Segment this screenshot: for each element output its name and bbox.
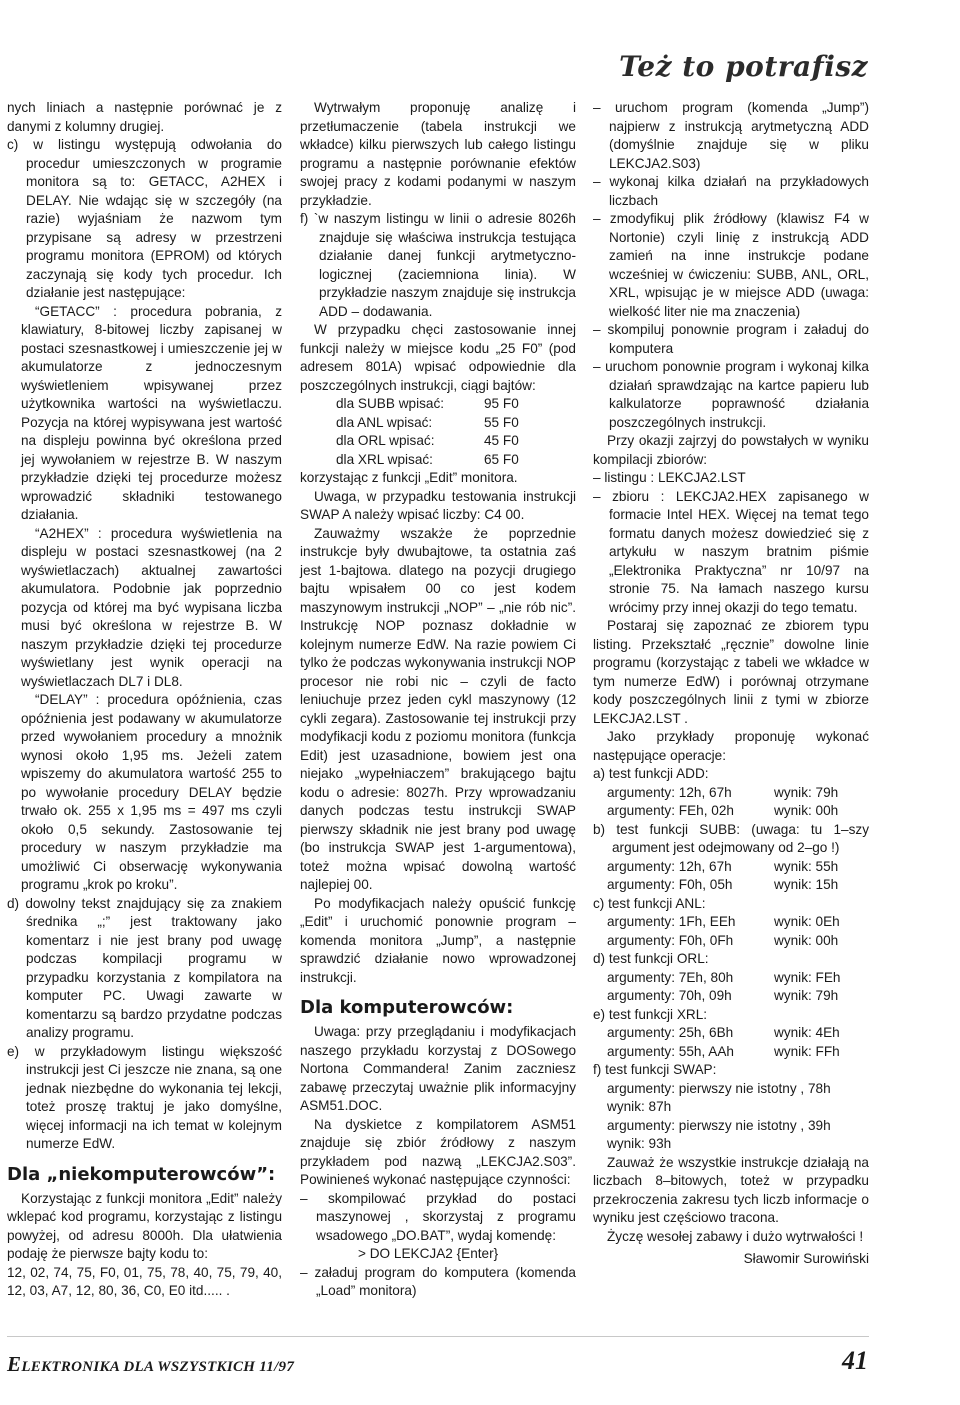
paragraph: Uwaga: przy przeglądaniu i modyfikacjach naszego przykładu korzystaj z DOSowego Nortona Commandera! Zanim zaczniesz zabawę przeczytaj uważnie plik informacyjny ASM51.DOC. <box>300 1024 576 1113</box>
paragraph: Przy okazji zajrzyj do powstałych w wyniku kompilacji zbiorów: <box>593 433 869 467</box>
code-label: dla SUBB wpisać: <box>336 396 445 411</box>
paragraph: nych liniach a następnie porównać je z danymi z kolumny drugiej. <box>7 100 282 134</box>
paragraph: “A2HEX” : procedura wyświetlenia na displeju w postaci szesnastkowej (na 2 wyświetlaczach) aktualnej zawartości akumulatora. Podobnie jak poprzednio pozycja od której ma być wypisana liczba musi być określona w rejestrze B. W naszym przykładzie dzięki tej procedurze wyświetlany jest wynik operacji na wyświetlaczach DL7 i DL8. <box>21 525 282 689</box>
paragraph: Po modyfikacjach należy opuścić funkcję „Edit” i uruchomić ponownie program – komenda monitora „Jump”, a następnie sprawdzić działanie nowo wprowadzonej instrukcji. <box>300 895 576 985</box>
code-value: 65 F0 <box>484 451 519 467</box>
test-result: wynik: 00h <box>774 803 839 818</box>
list-item: – załaduj program do komputera (komenda „Load” monitora) <box>300 1264 576 1298</box>
code-label: dla ORL wpisać: <box>336 433 435 448</box>
test-line: wynik: 87h <box>607 1099 672 1114</box>
test-row <box>593 1024 869 1043</box>
test-line: argumenty: pierwszy nie istotny , 39h <box>607 1117 831 1133</box>
code-value: 55 F0 <box>484 414 519 430</box>
text-column-2 <box>300 99 576 1301</box>
list-item: c) w listingu występują odwołania do procedur umieszczonych w programie monitora są to: GETACC, A2HEX i DELAY. Nie wdając się w szczegóły (na razie) wyjaśniam że nazwom tym przypisane są adresy w przestrzeni programu monitora (EPROM) od których zaczynają się kody tych procedur. Ich działanie jest następujące: <box>7 137 282 300</box>
list-item: – skompiluj ponownie program i załaduj do komputera <box>593 322 869 356</box>
test-args: argumenty: 12h, 67h <box>607 784 732 800</box>
test-result: wynik: FEh <box>774 969 841 985</box>
paragraph: “GETACC” : procedura pobrania, z klawiatury, 8-bitowej liczby zapisanej w postaci szesnastkowej i umieszczenie jej w akumulatorze z jednoczesnym wyświetleniem wpisywanej przez użytkownika wartości na wyświetlaczu. Pozycja na której wypisywana jest wartość na displeju powinna być określona przed jej wywołaniem w rejestrze B. W naszym przykładzie dzięki tej procedurze możesz wprowadzić składniki testowanego działania. <box>21 303 282 522</box>
test-heading: d) test funkcji ORL: <box>593 951 709 966</box>
command-line: > DO LEKCJA2 {Enter} <box>358 1246 499 1261</box>
test-args: argumenty: 70h, 09h <box>607 988 732 1003</box>
test-result: wynik: 79h <box>774 784 839 800</box>
test-args: argumenty: 12h, 67h <box>607 858 732 874</box>
test-args: argumenty: 1Fh, EEh <box>607 914 736 929</box>
section-heading: Dla komputerowców: <box>300 997 514 1018</box>
test-args: argumenty: 7Eh, 80h <box>607 969 734 985</box>
test-row <box>593 969 869 988</box>
test-result: wynik: 55h <box>774 858 839 874</box>
paragraph: Wytrwałym proponuję analizę i przetłumaczenie (tabela instrukcji we wkładce) kilku pierwszych lub całego listingu programu a następnie porównanie efektów swojej pracy z kodami podanymi w naszym przykładzie. <box>300 100 576 208</box>
code-row <box>300 395 576 414</box>
test-line: wynik: 93h <box>607 1136 672 1151</box>
paragraph: 12, 02, 74, 75, F0, 01, 75, 78, 40, 75, 79, 40, 12, 03, A7, 12, 80, 36, C0, E0 itd..... . <box>7 1264 282 1298</box>
test-heading: b) test funkcji SUBB: (uwaga: tu 1–szy argument jest odejmowany od 2–go !) <box>593 821 869 855</box>
paragraph: Postaraj się zapoznać ze zbiorem typu listing. Przekształć „ręcznie” dowolne linie programu (korzystając z tabeli we wkładce w tym numerze EdW) i porównaj otrzymane kody poszczególnych linii z tymi w zbiorze LEKCJA2.LST . <box>593 618 869 726</box>
text-column-1 <box>7 99 282 1301</box>
list-item: – skompilować przykład do postaci maszynowej , skorzystaj z programu wsadowego „DO.BAT”, wydaj komendę: <box>300 1190 576 1243</box>
test-row <box>593 876 869 895</box>
list-item: – zbioru : LEKCJA2.HEX zapisanego w formacie Intel HEX. Więcej na temat tego formatu danych możesz dowiedzieć się z artykułu w naszym bratnim piśmie „Elektronika Praktyczna” nr 10/97 na stronie 75. Na łamach naszego kursu wrócimy przy innej okazji do tego tematu. <box>593 488 869 615</box>
test-row <box>593 858 869 877</box>
paragraph: Na dyskietce z kompilatorem ASM51 znajduje się zbiór źródłowy z naszym przykładem pod nazwą „LEKCJA2.S03”. Powinieneś wykonać następujące czynności: <box>300 1116 576 1187</box>
test-heading: a) test funkcji ADD: <box>593 766 709 781</box>
list-item: – uruchom program (komenda „Jump”) najpierw z instrukcją arytmetyczną ADD (domyślnie znajduje się w pliku LEKCJA2.S03) <box>593 100 869 171</box>
paragraph: Jako przykłady proponuję wykonać następujące operacje: <box>593 729 869 763</box>
code-row <box>300 414 576 433</box>
test-args: argumenty: 25h, 6Bh <box>607 1025 734 1040</box>
magazine-initial: E <box>7 1352 22 1376</box>
code-value: 45 F0 <box>484 433 519 448</box>
paragraph: korzystając z funkcji „Edit” monitora. <box>300 470 518 485</box>
test-row <box>593 913 869 932</box>
paragraph: Życzę wesołej zabawy i dużo wytrwałości ! <box>607 1228 864 1244</box>
list-item: – wykonaj kilka działań na przykładowych liczbach <box>593 174 869 208</box>
page-number: 41 <box>842 1346 868 1375</box>
code-value: 95 F0 <box>484 396 519 411</box>
test-args: argumenty: 55h, AAh <box>607 1043 734 1059</box>
test-result: wynik: 79h <box>774 988 839 1003</box>
code-row <box>300 451 576 470</box>
test-line: argumenty: pierwszy nie istotny , 78h <box>607 1080 831 1096</box>
test-row <box>593 784 869 803</box>
paragraph: Uwaga, w przypadku testowania instrukcji SWAP A należy wpisać liczby: C4 00. <box>300 488 576 522</box>
code-row <box>300 432 576 451</box>
test-result: wynik: 00h <box>774 932 839 948</box>
paragraph: W przypadku chęci zastosowanie innej funkcji należy w miejsce kodu „25 F0” (pod adresem 801A) wpisać odpowiednie dla poszczególnych instrukcji, ciągi bajtów: <box>300 322 576 393</box>
paragraph: “DELAY” : procedura opóźnienia, czas opóźnienia jest podawany w akumulatorze przed wywołaniem procedury a mnożnik wynosi około 1,95 ms. Jeżeli zatem wpiszemy do akumulatora wartość 255 to po wywołanie procedury DELAY będzie trwało ok. 255 x 1,95 ms = 497 ms czyli około 0,5 sekundy. Zastosowanie tej procedury w naszym przykładzie ma umożliwić Ci obserwację wykonywania programu „krok po kroku”. <box>21 692 282 892</box>
list-item: – zmodyfikuj plik źródłowy (klawisz F4 w Nortonie) czyli linię z instrukcją ADD zamień na inne instrukcje podane wcześniej w ćwiczeniu: SUBB, ANL, ORL, XRL, wpisując je w miejsce ADD (uwaga: wielkość liter nie ma znaczenia) <box>593 211 869 319</box>
list-item: d) dowolny tekst znajdujący się za znakiem średnika „;” jest traktowany jako komentarz i nie jest brany pod uwagę podczas kompilacji programu w przypadku korzystania z kompilatora na komputer PC. Uwagi zawarte w komentarzu są bardzo przydatne podczas analizy programu. <box>7 895 282 1040</box>
test-args: argumenty: F0h, 05h <box>607 877 733 892</box>
test-result: wynik: 0Eh <box>774 914 840 929</box>
section-title: Też to potrafisz <box>619 50 868 83</box>
author-signature: Sławomir Surowiński <box>743 1251 869 1266</box>
paragraph: Korzystając z funkcji monitora „Edit” należy wklepać kod programu, korzystając z listingu powyżej, od adresu 8000h. Dla ułatwienia podaję że pierwsze bajty kodu to: <box>7 1190 282 1261</box>
text-column-3 <box>593 99 869 1269</box>
test-row <box>593 1043 869 1062</box>
list-item: – listingu : LEKCJA2.LST <box>593 470 746 485</box>
section-heading: Dla „niekomputerowców”: <box>7 1163 276 1185</box>
test-args: argumenty: FEh, 02h <box>607 803 734 818</box>
test-row <box>593 802 869 821</box>
list-item: f) `w naszym listingu w linii o adresie 8026h znajduje się właściwa instrukcja testująca działanie danej funkcji arytmetyczno-logicznej (zaciemniona linia). W przykładzie naszym znajduje się instrukcja ADD – dodawania. <box>300 211 576 319</box>
test-row <box>593 987 869 1006</box>
test-heading: e) test funkcji XRL: <box>593 1006 708 1022</box>
test-args: argumenty: F0h, 0Fh <box>607 932 734 948</box>
test-heading: f) test funkcji SWAP: <box>593 1062 717 1077</box>
test-result: wynik: 15h <box>774 877 839 892</box>
footer-divider <box>7 1336 869 1337</box>
test-row <box>593 932 869 951</box>
code-label: dla XRL wpisać: <box>336 451 433 467</box>
list-item: e) w przykładowym listingu większość instrukcji jest Ci jeszcze nie znana, są one jednak niezbędne do wykonania tej lekcji, toteż proszę traktuj je jako domyślne, więcej informacji na ich temat w kolejnym numerze EdW. <box>7 1043 282 1151</box>
paragraph: Zauważmy wszakże że poprzednie instrukcje były dwubajtowe, ta ostatnia zaś jest 1-bajtowa. dlatego na pozycji drugiego bajtu wpisałem 00 co jest kodem maszynowym instrukcji „NOP” – „nie rób nic”. Instrukcję NOP poznasz dokładnie w kolejnym numerze EdW. Na razie powiem Ci tylko że podczas wykonywania instrukcji NOP procesor nie robi nic – czyli de facto leniuchuje przez jeden cykl maszynowy (12 cykli zegara). Zastosowanie tej instrukcji przy modyfikacji kodu z poziomu monitora (funkcja Edit) jest uzasadnione, bowiem jest ona niejako „wypełniaczem” brakującego bajtu kodu o adresie: 8027h. Przy wprowadzaniu danych podczas testu instrukcji SWAP pierwszy składnik nie jest brany pod uwagę (bo instrukcja SWAP jest 1-argumentowa), toteż można wpisać dowolną wartość najlepiej 00. <box>300 525 576 892</box>
test-heading: c) test funkcji ANL: <box>593 895 706 911</box>
magazine-rest: LEKTRONIKA DLA WSZYSTKICH 11/97 <box>21 1359 295 1375</box>
test-result: wynik: FFh <box>774 1043 840 1059</box>
test-result: wynik: 4Eh <box>774 1025 840 1040</box>
paragraph: Zauważ że wszystkie instrukcje działają na liczbach 8–bitowych, toteż w przypadku przekroczenia zakresu tych liczb informacje o wyniku jest częściowo tracona. <box>593 1154 869 1225</box>
code-label: dla ANL wpisać: <box>336 414 433 430</box>
magazine-name <box>7 1352 294 1377</box>
list-item: – uruchom ponownie program i wykonaj kilka działań sprawdzając na kartce papieru lub kalkulatorze poprawność działania poszczególnych instrukcji. <box>593 359 869 430</box>
